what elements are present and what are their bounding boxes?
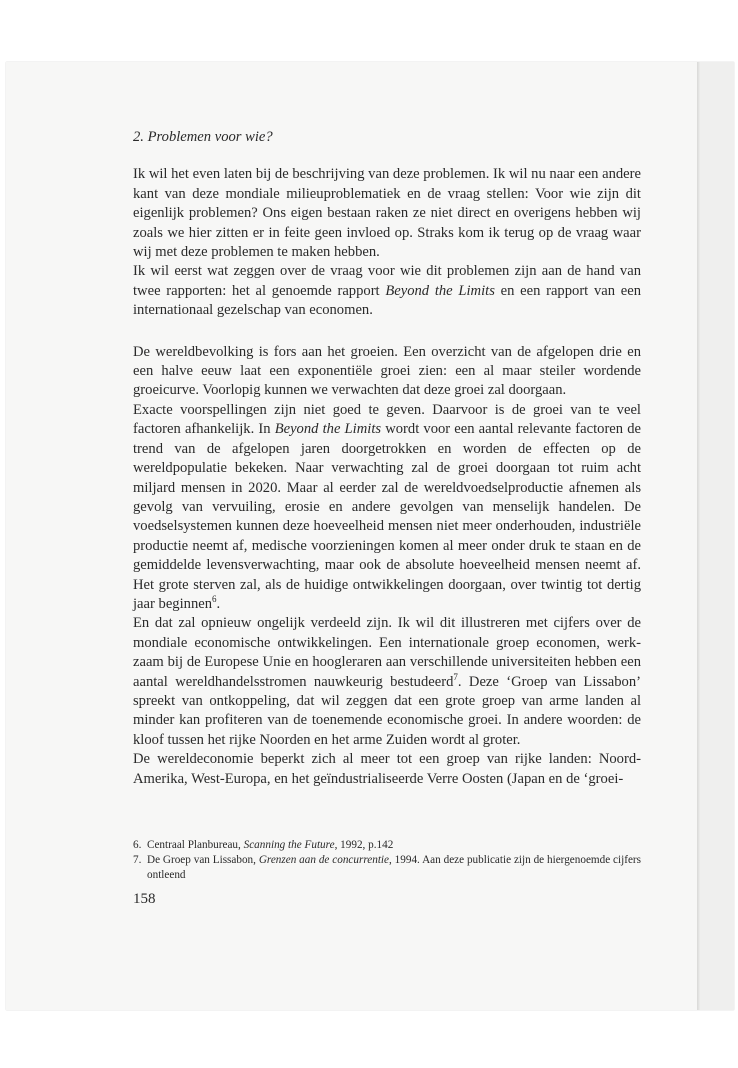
paragraph-gap: [133, 321, 641, 343]
footnote-ref-7: 7: [453, 671, 458, 682]
section-heading: 2. Problemen voor wie?: [133, 129, 273, 145]
page-number: 158: [133, 891, 156, 907]
footnotes: [133, 838, 641, 883]
paragraph-4-text: Exacte voorspellingen zijn niet goed te geven. Daarvoor is de groei van te veel factoren afhankelijk. In: [133, 401, 641, 438]
paragraph-2-text: Ik wil eerst wat zeggen over de vraag voor wie dit problemen zijn aan de hand van twee rapporten: het al genoemde rapport: [133, 263, 641, 299]
paragraph-4: [133, 401, 641, 614]
paragraph-1: Ik wil het even laten bij de beschrijving van deze problemen. Ik wil nu naar een andere kant van deze mondiale milieuproblematiek en de vraag stellen: Voor wie zijn dit eigenlijk problemen? Ons eigen bestaan raken ze niet direct en overigens hebben wij zoals we hier zitten er in feite geen invloed op. Straks kom ik terug op de vraag waar wij met deze problemen te maken hebben.: [133, 166, 641, 261]
footnote-number: 7.: [133, 854, 142, 866]
footnote-text: [147, 838, 641, 853]
footnote-title: Scanning the Future: [243, 839, 335, 851]
page-margin-strip: [700, 62, 734, 1010]
paragraph-4-tail: .: [216, 595, 221, 612]
paragraph-2-text-end: en een rapport van een internationaal gezelschap van economen.: [133, 282, 642, 319]
body-text: [133, 128, 641, 789]
footnote-7: [133, 853, 641, 883]
paragraph-4-text-end: wordt voor een aantal relevante factoren de trend van de afgelopen jaren doorgetrokken en worden de effecten op de wereldpopulatie bekeken. Naar verwachting zal de groei doorgaan tot ruim acht miljard mensen in 2020. Maar al eerder zal de wereldvoedselproductie afnemen als gevolg van vervuiling, erosie en andere gevolgen van menselijk handelen. De voedselsystemen kunnen deze hoeveelheid mensen niet meer onderhouden, industriële productie neemt af, medische voorzieningen komen al meer onder druk te staan en de gemiddelde levensverwachting, maar ook de absolute hoeveelheid mensen neemt af. Het grote sterven zal, als de huidige ontwikkelingen doorgaan, over twintig tot dertig jaar beginnen: [133, 421, 641, 612]
footnote-6: [133, 838, 641, 853]
paragraph-5: [133, 614, 641, 750]
footnote-details: , 1992, p.142: [334, 839, 394, 851]
paragraph-5-text-end: . Deze ‘Groep van Lissabon’ spreekt van ontkoppeling, dat wil zeggen dat een grote groep van arme landen al minder kan profiteren van de toenemende economische groei. In andere woorden: de kloof tussen het rijke Noorden en het arme Zuiden wordt al groter.: [133, 673, 641, 748]
book-title: Beyond the Limits: [385, 282, 495, 299]
footnote-title: Grenzen aan de concurrentie: [258, 854, 390, 866]
book-title: Beyond the Limits: [274, 421, 382, 438]
footnote-text: [147, 853, 641, 883]
footnote-ref-6: 6: [212, 594, 217, 605]
paragraph-3: De wereldbevolking is fors aan het groeien. Een overzicht van de afgelopen drie en een halve eeuw laat een exponentiële groei zien: een al maar steiler wordende groeicurve. Voorlopig kunnen we verwachten dat deze groei zal doorgaan.: [133, 343, 641, 399]
footnote-author: De Groep van Lissabon,: [147, 854, 259, 866]
footnote-details: , 1994. Aan deze publicatie zijn de hiergenoemde cijfers ontleend: [147, 854, 641, 881]
footnote-author: Centraal Planbureau,: [147, 839, 244, 851]
footnote-number: 6.: [133, 839, 142, 851]
paragraph-5-text: En dat zal opnieuw ongelijk verdeeld zijn. Ik wil dit illustreren met cijfers over de mondiale economische ontwikkelingen. Een internationale groep economen, werk-zaam bij de Europese Unie en hoogleraren aan verschillende universiteiten hebben een aantal wereldhandelsstromen nauwkeurig bestudeerd: [133, 615, 641, 690]
paragraph-2: [133, 262, 641, 320]
paragraph-6: De wereldeconomie beperkt zich al meer tot een groep van rijke landen: Noord-Amerika, West-Europa, en het geïndustrialiseerde Verre Oosten (Japan en de ‘groei-: [133, 751, 641, 787]
